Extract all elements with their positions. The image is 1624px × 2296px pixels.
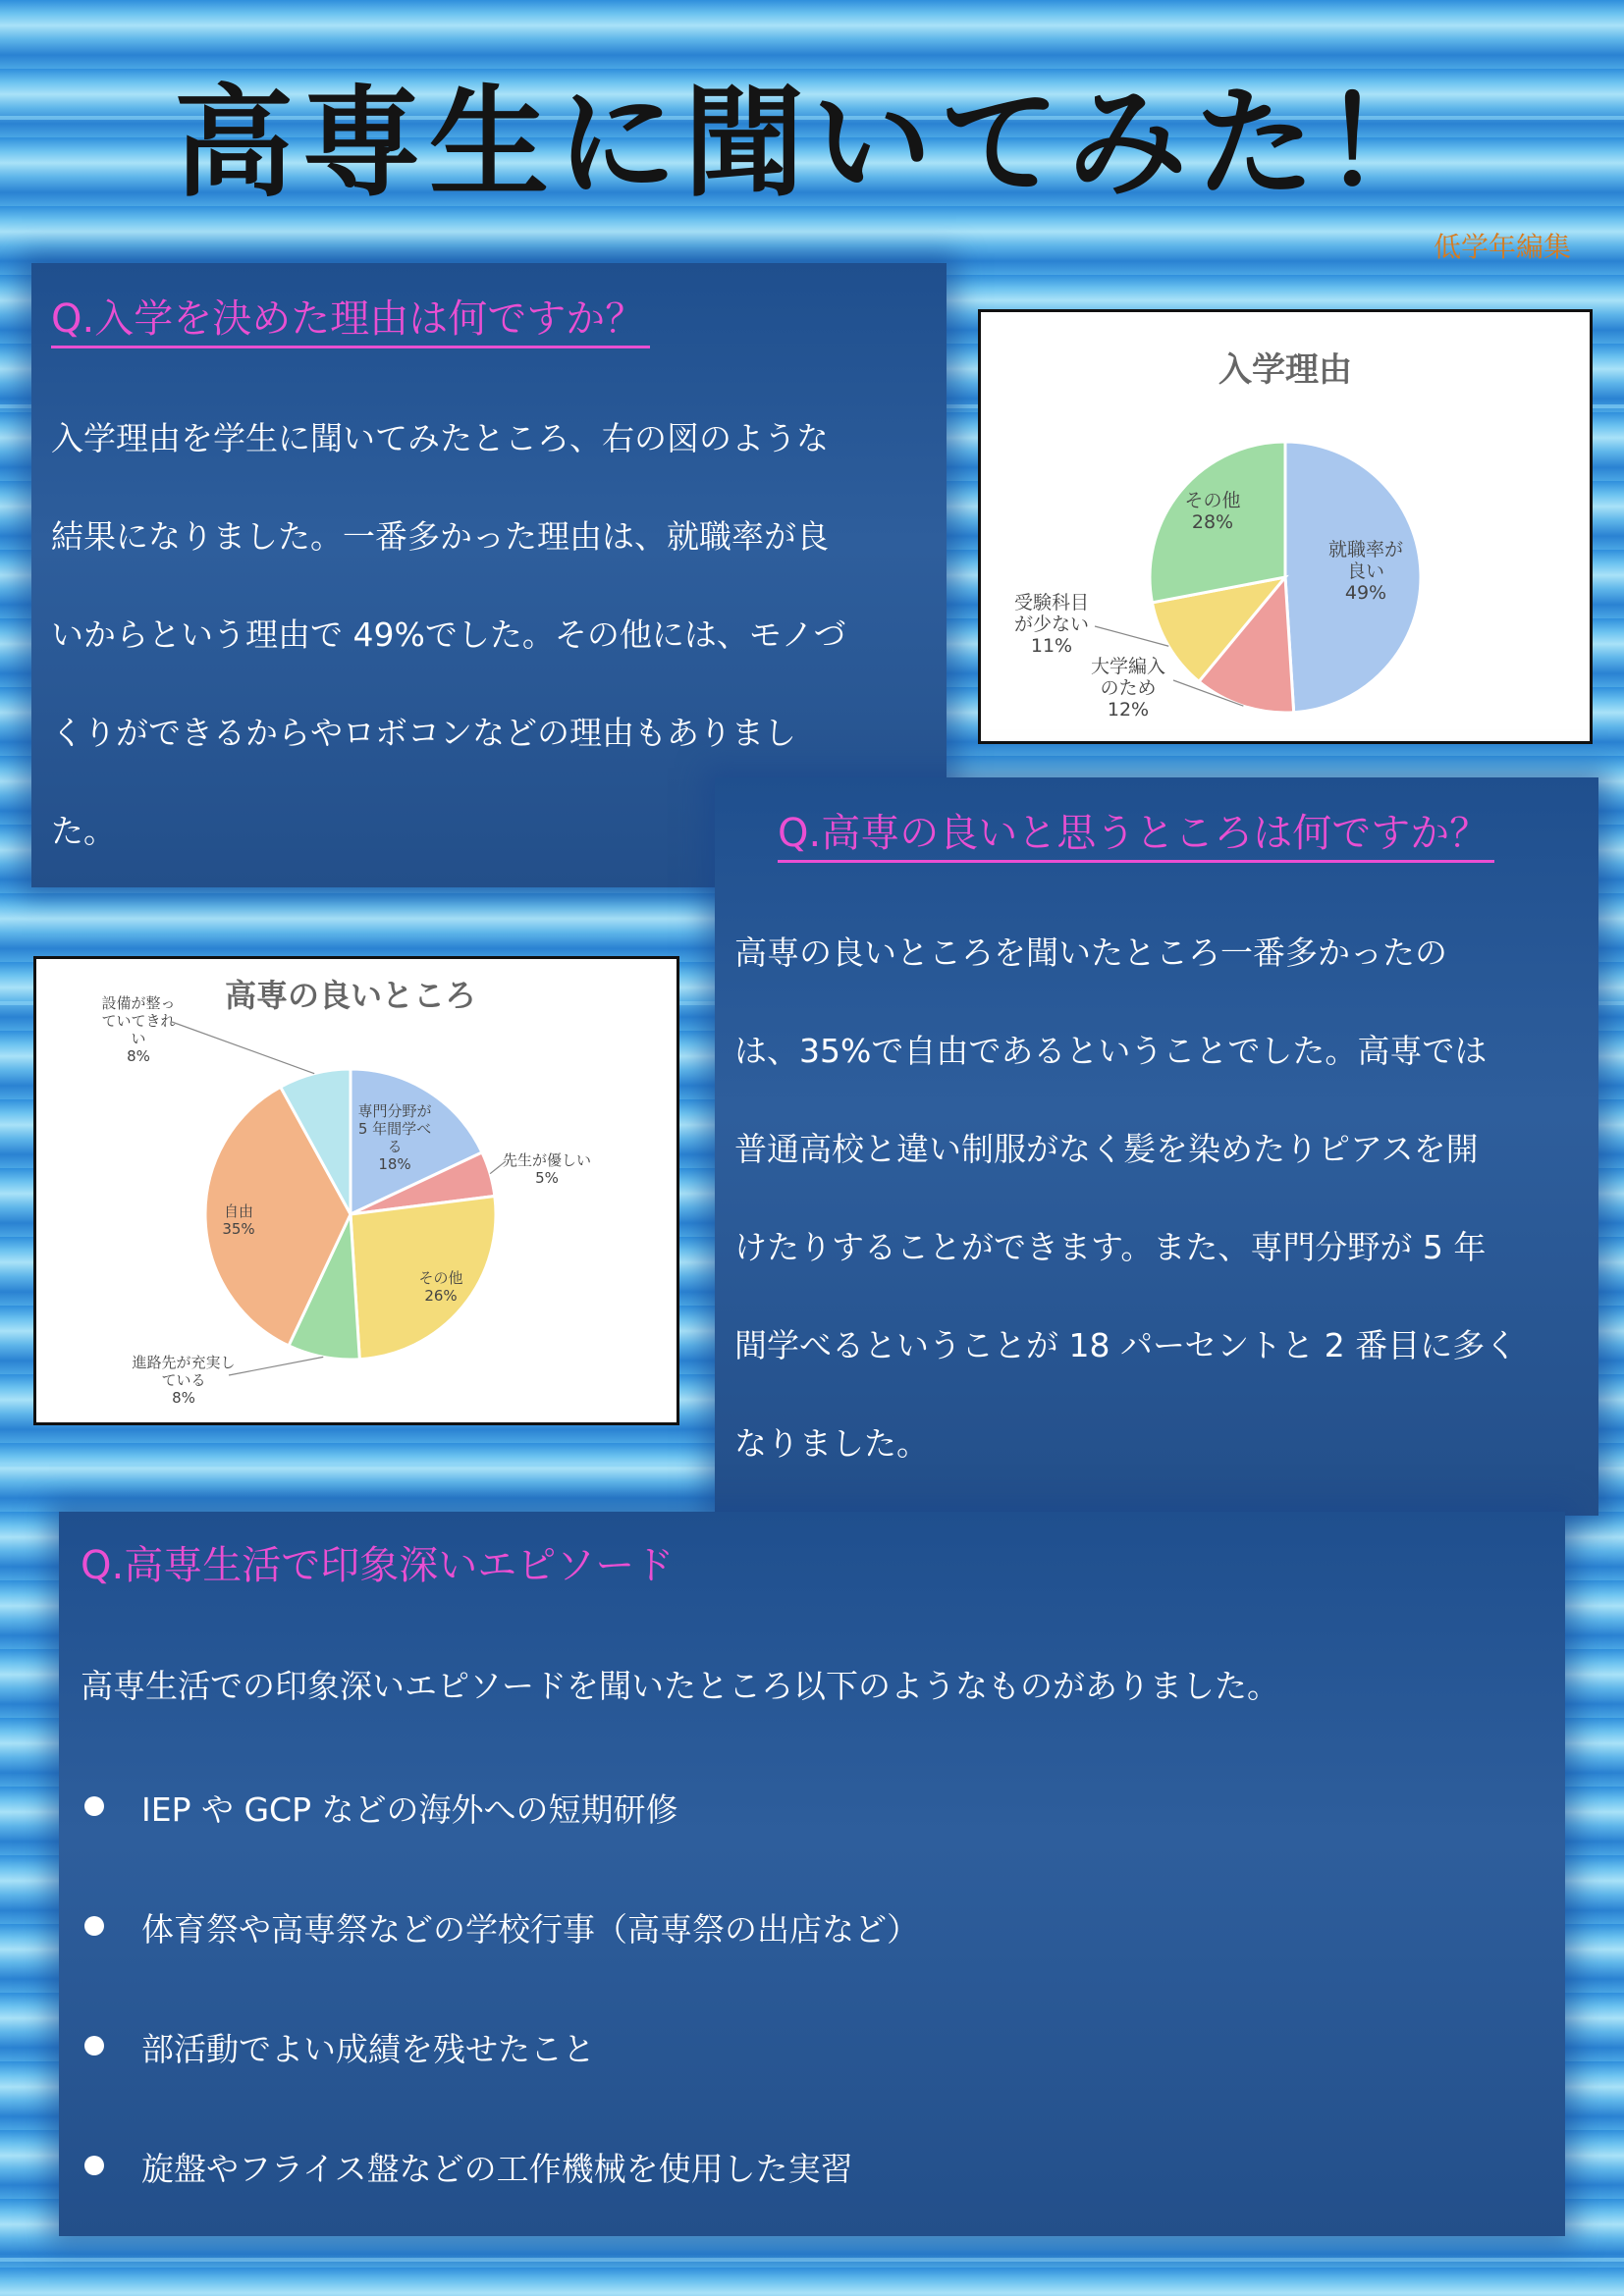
slice-value-label: 8% xyxy=(127,1047,150,1065)
admission-reason-chart xyxy=(978,309,1593,744)
chart-title: 高専の良いところ xyxy=(224,977,477,1014)
slice-value-label: 5% xyxy=(535,1169,559,1187)
pie-chart-admission xyxy=(981,312,1590,741)
slice-label: る xyxy=(387,1138,403,1155)
body-line: 間学べるということが 18 パーセントと 2 番目に多く xyxy=(734,1326,1518,1364)
slice-label: い xyxy=(131,1030,146,1047)
slice-label: 就職率が xyxy=(1327,539,1404,561)
slice-value-label: 8% xyxy=(172,1389,195,1407)
background-stripe xyxy=(0,2258,1624,2262)
body-line: くりができるからやロボコンなどの理由もありまし xyxy=(51,714,796,752)
slice-label: 自由 xyxy=(223,1202,254,1220)
slice-label: 良い xyxy=(1346,561,1385,582)
slice-label: 先生が優しい xyxy=(502,1151,592,1169)
slice-value-label: 18% xyxy=(378,1155,411,1173)
slice-value-label: 11% xyxy=(1030,635,1073,657)
list-item: 体育祭や高専祭などの学校行事（高専祭の出店など） xyxy=(141,1910,919,1949)
slice-label: のため xyxy=(1100,677,1157,699)
body-line: た。 xyxy=(51,812,116,850)
list-item: IEP や GCP などの海外への短期研修 xyxy=(141,1790,678,1829)
pie-chart-good-points xyxy=(36,959,677,1422)
slice-label: その他 xyxy=(1184,490,1241,511)
page-title: 高専生に聞いてみた！ xyxy=(174,72,1450,213)
bullet-icon xyxy=(84,2156,104,2175)
slice-value-label: 12% xyxy=(1107,699,1150,721)
slice-label: 受験科目 xyxy=(1013,592,1090,614)
leader-line xyxy=(1095,626,1168,646)
slice-value-label: 35% xyxy=(222,1220,255,1238)
bullet-icon xyxy=(84,1916,104,1936)
edition-label: 低学年編集 xyxy=(1433,231,1571,263)
slice-label: 設備が整っ xyxy=(101,994,176,1012)
slice-label: 専門分野が xyxy=(357,1102,432,1120)
section-question: Q.高専の良いと思うところは何ですか？ xyxy=(778,807,1494,863)
body-line: 入学理由を学生に聞いてみたところ、右の図のような xyxy=(51,419,829,457)
body-line: 普通高校と違い制服がなく髪を染めたりピアスを開 xyxy=(734,1130,1479,1168)
section-question: Q.高専生活で印象深いエピソード xyxy=(81,1543,675,1588)
slice-value-label: 26% xyxy=(424,1287,458,1305)
list-item: 部活動でよい成績を残せたこと xyxy=(141,2030,595,2068)
slice-label: 5 年間学べ xyxy=(357,1120,432,1138)
slice-label: が少ない xyxy=(1013,614,1090,635)
slice-label: 大学編入 xyxy=(1090,656,1166,677)
section-good-points xyxy=(715,777,1598,1516)
good-points-chart xyxy=(33,956,679,1425)
body-line: いからという理由で 49%でした。その他には、モノづ xyxy=(51,615,846,654)
bullet-icon xyxy=(84,1796,104,1816)
body-line: は、35%で自由であるということでした。高専では xyxy=(734,1032,1488,1070)
body-line: 結果になりました。一番多かった理由は、就職率が良 xyxy=(51,517,829,556)
slice-label: 進路先が充実し xyxy=(132,1354,236,1371)
slice-label: ていてきれ xyxy=(101,1012,176,1030)
leader-line xyxy=(172,1022,314,1074)
section-intro: 高専生活での印象深いエピソードを聞いたところ以下のようなものがありました。 xyxy=(81,1667,1279,1705)
leader-line xyxy=(229,1357,323,1375)
slice-label: その他 xyxy=(418,1269,463,1287)
section-episodes xyxy=(59,1512,1565,2236)
chart-title: 入学理由 xyxy=(1218,350,1352,390)
body-line: 高専の良いところを聞いたところ一番多かったの xyxy=(734,934,1447,972)
list-item: 旋盤やフライス盤などの工作機械を使用した実習 xyxy=(141,2150,853,2188)
section-question: Q.入学を決めた理由は何ですか？ xyxy=(51,293,650,348)
body-line: けたりすることができます。また、専門分野が 5 年 xyxy=(734,1228,1487,1266)
body-line: なりました。 xyxy=(734,1424,929,1463)
bullet-icon xyxy=(84,2036,104,2056)
slice-value-label: 28% xyxy=(1191,511,1234,533)
slice-label: ている xyxy=(161,1371,206,1389)
slice-value-label: 49% xyxy=(1344,582,1387,604)
